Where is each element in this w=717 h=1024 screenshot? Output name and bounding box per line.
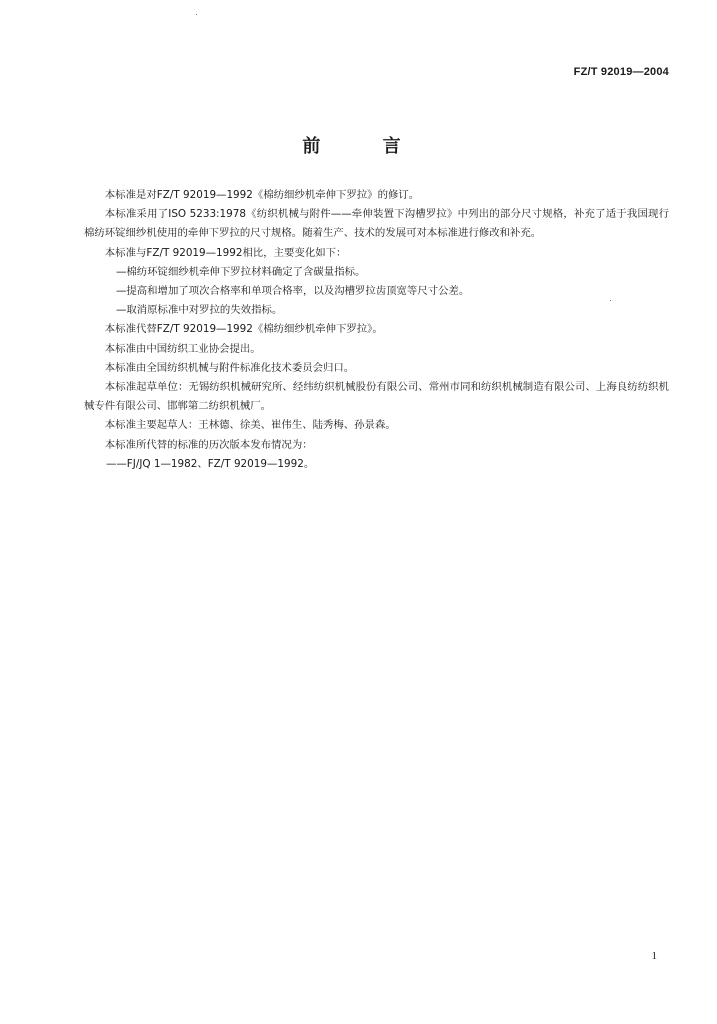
foreword-body xyxy=(84,186,669,474)
paragraph-administered-by: 本标准由全国纺织机械与附件标准化技术委员会归口。 xyxy=(104,361,355,374)
paragraph-history-intro: 本标准所代替的标准的历次版本发布情况为： xyxy=(104,438,313,451)
change-item: —棉纺环锭细纱机牵伸下罗拉材料确定了含碳量指标。 xyxy=(116,265,366,278)
page-title: 前 言 xyxy=(302,136,429,157)
paragraph-proposed-by: 本标准由中国纺织工业协会提出。 xyxy=(104,342,261,355)
scan-speck xyxy=(610,300,611,301)
paragraph-adoption: 本标准采用了ISO 5233:1978《纺织机械与附件——牵伸装置下沟槽罗拉》中列出的部分尺寸规格，补充了适于我国现行棉纺环锭细纱机使用的牵伸下罗拉的尺寸规格。随着生产、技术的发展可对本标准进行修改和补充。 xyxy=(84,208,669,240)
scan-speck xyxy=(196,14,197,15)
standard-code: FZ/T 92019—2004 xyxy=(573,66,669,78)
paragraph-drafting-units: 本标准起草单位：无锡纺织机械研究所、经纬纺织机械股份有限公司、常州市同和纺织机械制造有限公司、上海良纺纺织机械专件有限公司、邯郸第二纺织机械厂。 xyxy=(84,381,669,413)
paragraph-replaces: 本标准代替FZ/T 92019—1992《棉纺细纱机牵伸下罗拉》。 xyxy=(104,323,383,336)
paragraph-revision: 本标准是对FZ/T 92019—1992《棉纺细纱机牵伸下罗拉》的修订。 xyxy=(104,189,420,201)
change-item: —提高和增加了项次合格率和单项合格率，以及沟槽罗拉齿顶宽等尺寸公差。 xyxy=(116,285,470,298)
paragraph-changes-intro: 本标准与FZ/T 92019—1992相比，主要变化如下： xyxy=(104,246,347,259)
history-editions: ——FJ/JQ 1—1982、FZ/T 92019—1992。 xyxy=(106,457,315,470)
change-item: —取消原标准中对罗拉的失效指标。 xyxy=(116,304,283,317)
paragraph-drafters: 本标准主要起草人：王林德、徐美、崔伟生、陆秀梅、孙景森。 xyxy=(104,419,396,432)
page-number: 1 xyxy=(651,950,657,962)
